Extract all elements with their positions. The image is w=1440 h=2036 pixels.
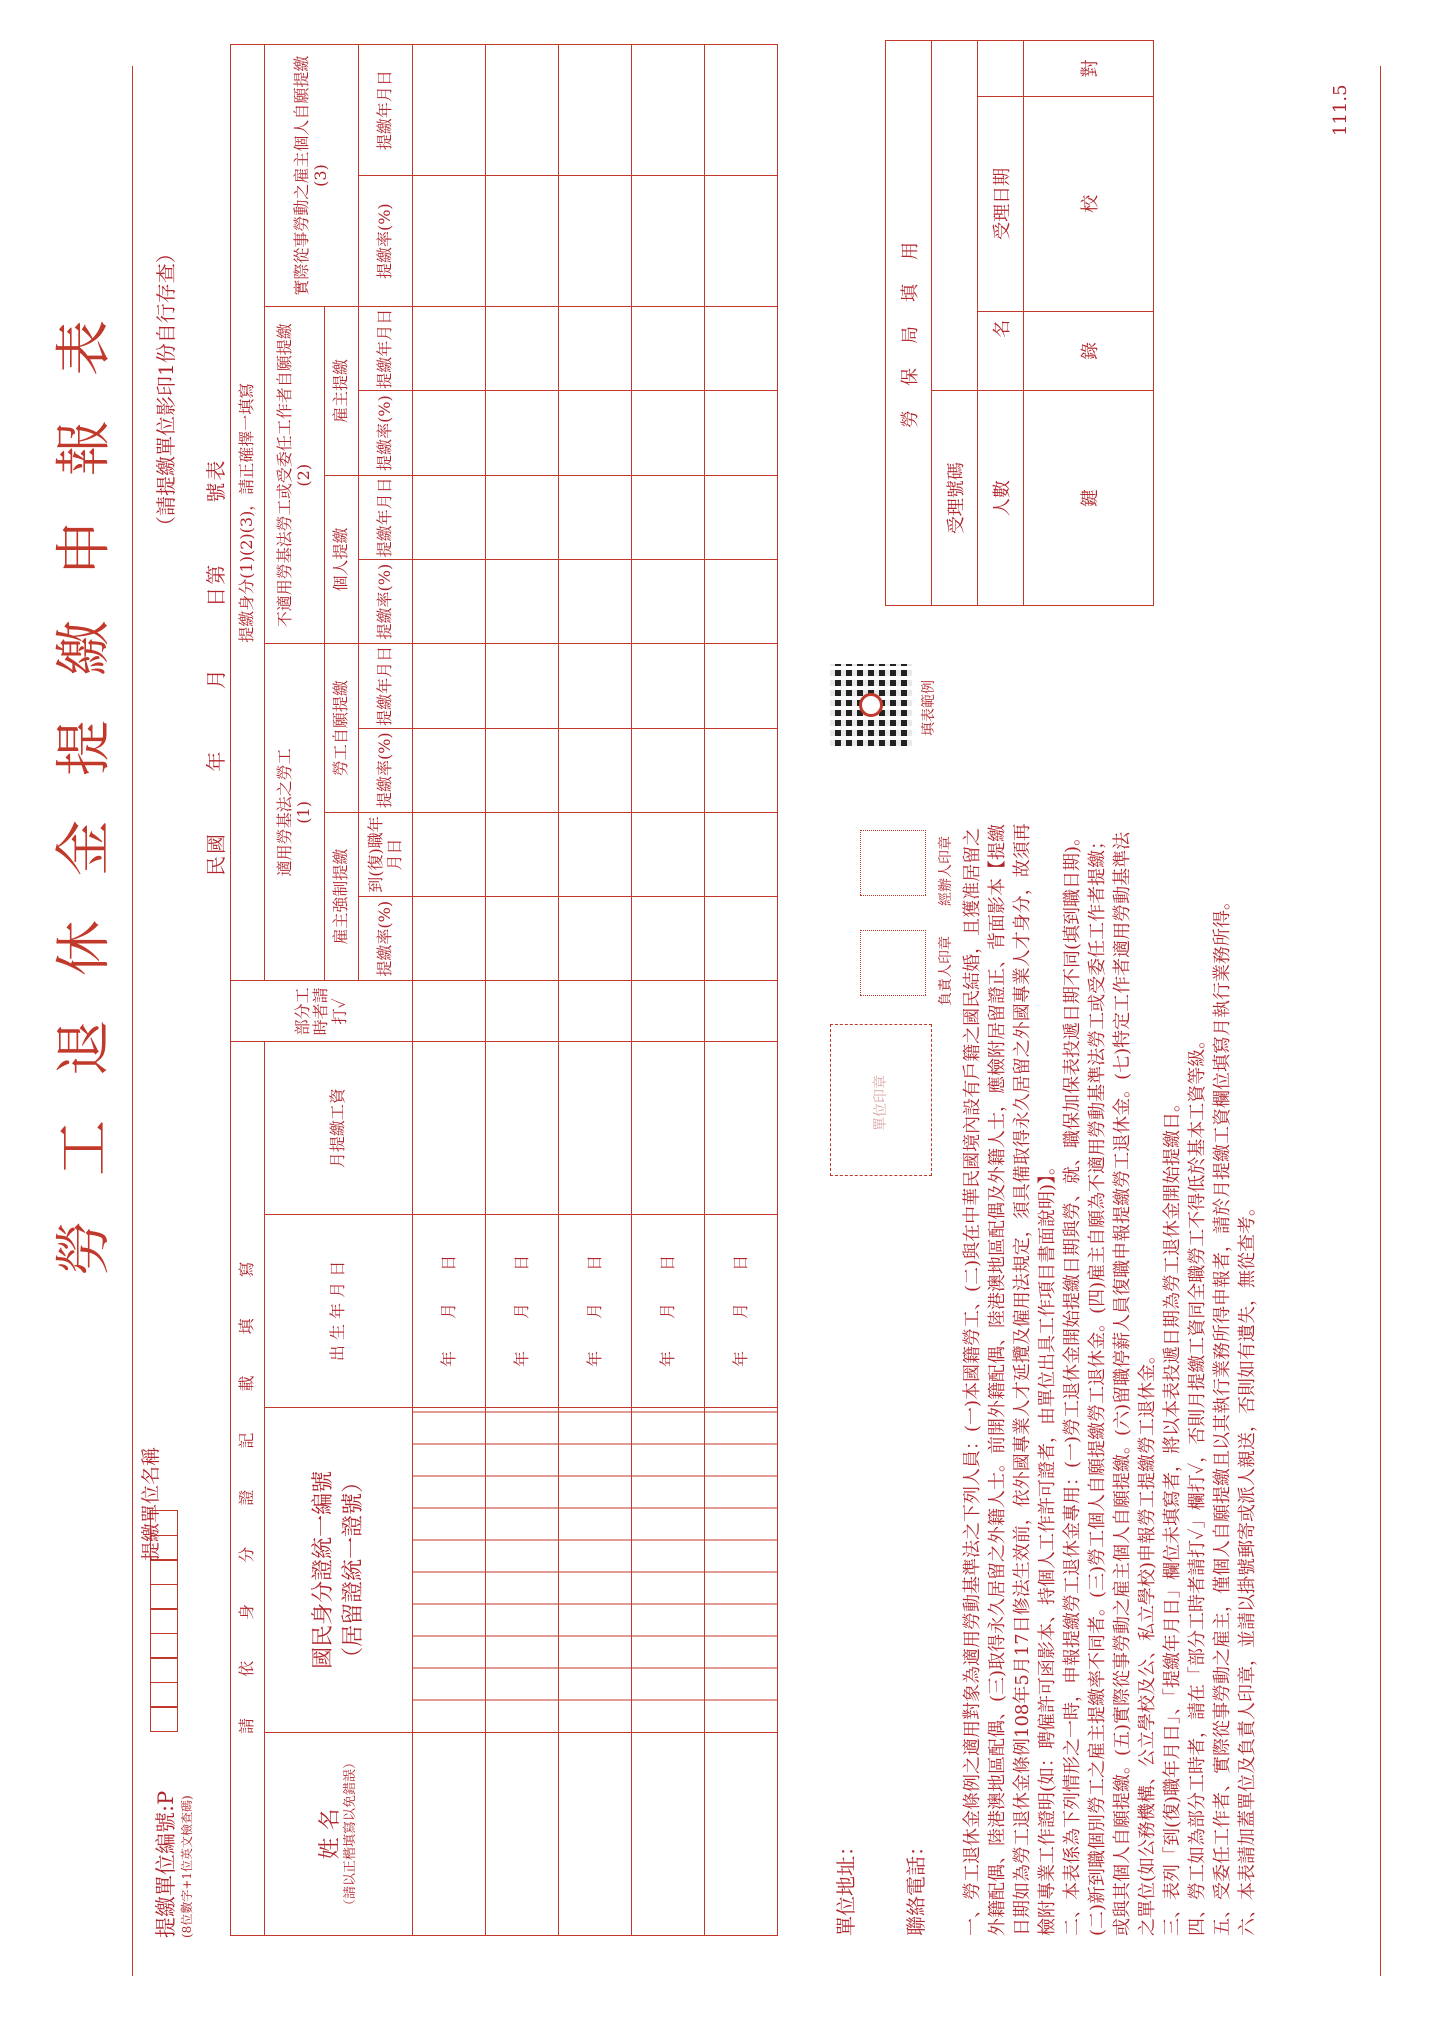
- unit-address-label: 單位地址：: [834, 1836, 858, 1936]
- id-cell[interactable]: [632, 1407, 705, 1732]
- id-cell[interactable]: [486, 1407, 559, 1732]
- note-6: 六、本表請加蓋單位及負責人印章，並請以掛號郵寄或派人親送，否則如有遺失，無從查考。: [1237, 1198, 1258, 1936]
- table-row: [559, 45, 632, 1936]
- name-header-label: 姓 名: [318, 1808, 344, 1860]
- col1a-return-date: 到(復)職年月日: [359, 812, 413, 896]
- fill-instruction-header: 請 依 身 分 證 記 載 填 寫: [231, 1042, 265, 1936]
- birth-year: 年: [511, 1350, 531, 1367]
- receive-date-label: 受理日期: [978, 96, 1024, 311]
- filing-date: [200, 407, 229, 876]
- name-cell[interactable]: [632, 1732, 705, 1935]
- qr-caption: 填表範例: [921, 680, 937, 736]
- rate-cell[interactable]: [705, 391, 778, 475]
- key-label: 鍵: [1024, 391, 1154, 606]
- note-4: 四、勞工如為部分工時者，請在「部分工時者請打✓」欄打✓，否則月提繳工資同全職勞工不得低於基本工資等級。: [1187, 1030, 1208, 1936]
- date-cell[interactable]: [705, 812, 778, 896]
- table-row: [486, 45, 559, 1936]
- birth-day: 日: [584, 1254, 604, 1271]
- table-row: [705, 45, 778, 1936]
- col3-header: [265, 45, 359, 307]
- col3-rate: 提繳率(%): [359, 176, 413, 307]
- id-cell[interactable]: [413, 1407, 486, 1732]
- rate-cell[interactable]: [413, 391, 486, 475]
- owner-seal-box[interactable]: [860, 930, 926, 996]
- form-version: 111.5: [1330, 84, 1351, 136]
- wage-header: 月提繳工資: [265, 1042, 413, 1215]
- birth-cell[interactable]: [632, 1214, 705, 1407]
- wage-cell[interactable]: [632, 1042, 705, 1215]
- birth-day: 日: [511, 1254, 531, 1271]
- birth-day: 日: [730, 1254, 750, 1271]
- people-value[interactable]: [978, 311, 1024, 390]
- rate-cell[interactable]: [486, 897, 559, 981]
- name-header: [265, 1732, 413, 1935]
- date-era: 民國: [204, 832, 228, 876]
- rate-cell[interactable]: [559, 560, 632, 644]
- rate-cell[interactable]: [486, 728, 559, 812]
- birth-day: 日: [657, 1254, 677, 1271]
- date-cell[interactable]: [559, 475, 632, 559]
- rate-cell[interactable]: [413, 728, 486, 812]
- form-title: 勞工退休金提繳申報表: [52, 276, 117, 1276]
- date-cell[interactable]: [559, 812, 632, 896]
- col3-num: (3): [310, 164, 330, 187]
- rate-cell[interactable]: [705, 176, 778, 307]
- birth-cell[interactable]: [486, 1214, 559, 1407]
- date-cell[interactable]: [632, 644, 705, 728]
- note-3: 三、表列「到(復)職年月日」、「提繳年月日」欄位未填寫者，將以本表投遞日期為勞工退休金開始提繳日。: [1162, 1093, 1183, 1936]
- birth-header: 出 生 年 月 日: [265, 1214, 413, 1407]
- rate-cell[interactable]: [632, 897, 705, 981]
- date-month: 月: [204, 667, 228, 690]
- col2b-date: 提繳年月日: [359, 307, 413, 391]
- date-cell[interactable]: [486, 45, 559, 176]
- receive-date-value[interactable]: [978, 41, 1024, 97]
- id-header-line1: 國民身分證統一編號: [310, 1470, 336, 1669]
- rate-cell[interactable]: [486, 391, 559, 475]
- note-1: 一、勞工退休金條例之適用對象為適用勞動基準法之下列人員：(一)本國籍勞工、(二)與在中華民國境內設有戶籍之國民結婚，且獲准居留之外籍配偶、陸港澳地區配偶、(三)取得永久居留之外籍人士。前開外籍配偶、陸港澳地區配偶及外籍人士，應檢附居留證正、背面影本【提繳日期如為勞工退休金條例108年5月17日修法生效前，依外國專業人才延攬及僱用法規定，須具備取得永久居留之外國專業人才身分，故須再檢附專業工作證明(如：聘僱許可函影本、持個人工作許可證者，由單位出具工作項目書面說明)】。: [962, 823, 1058, 1936]
- date-cell[interactable]: [486, 307, 559, 391]
- date-cell[interactable]: [705, 45, 778, 176]
- contribution-table: [230, 44, 778, 1936]
- unit-number-label: 提繳單位編號:P: [154, 1790, 178, 1938]
- receive-no-label: 受理號碼: [932, 391, 978, 606]
- part-time-header: 部分工時者請打✓: [231, 981, 413, 1042]
- col1a-rate: 提繳率(%): [359, 897, 413, 981]
- rate-cell[interactable]: [632, 728, 705, 812]
- rate-cell[interactable]: [632, 560, 705, 644]
- col1-voluntary: 勞工自願提繳: [325, 644, 359, 813]
- date-cell[interactable]: [413, 812, 486, 896]
- rate-cell[interactable]: [413, 560, 486, 644]
- rate-cell[interactable]: [559, 897, 632, 981]
- handler-seal-label: 經辦人印章: [938, 836, 954, 906]
- rate-cell[interactable]: [413, 176, 486, 307]
- rate-cell[interactable]: [632, 176, 705, 307]
- col2a-rate: 提繳率(%): [359, 560, 413, 644]
- birth-month: 月: [511, 1302, 531, 1319]
- col2a-date: 提繳年月日: [359, 475, 413, 559]
- wage-cell[interactable]: [705, 1042, 778, 1215]
- col1-num: (1): [293, 801, 313, 824]
- instructions: [960, 816, 1260, 1936]
- date-day: 日第: [204, 562, 228, 607]
- date-cell[interactable]: [486, 812, 559, 896]
- rate-cell[interactable]: [486, 560, 559, 644]
- table-row: [413, 45, 486, 1936]
- contact-phone-label: 聯絡電話：: [904, 1836, 928, 1936]
- birth-day: 日: [438, 1254, 458, 1271]
- id-header-line2: （居留證統一證號）: [340, 1470, 366, 1669]
- unit-seal-label: 單位印章: [873, 1075, 889, 1131]
- col2-employer: 雇主提繳: [325, 307, 359, 476]
- top-border-line: [132, 66, 133, 1976]
- handler-seal-box[interactable]: [860, 830, 926, 896]
- bottom-border-line: [1380, 66, 1381, 1976]
- col1b-date: 提繳年月日: [359, 644, 413, 728]
- bureau-use-box: [885, 40, 1154, 606]
- id-cell[interactable]: [705, 1407, 778, 1732]
- birth-year: 年: [584, 1350, 604, 1367]
- qr-code[interactable]: [830, 664, 912, 746]
- people-label: 人數: [978, 391, 1024, 606]
- id-header: [265, 1407, 413, 1732]
- birth-cell[interactable]: [413, 1214, 486, 1407]
- wage-cell[interactable]: [413, 1042, 486, 1215]
- owner-seal-label: 負責人印章: [938, 936, 954, 1006]
- contribution-status-header: 提繳身分(1)(2)(3)，請正確擇一填寫: [231, 45, 265, 981]
- check-label: 校: [1024, 96, 1154, 311]
- col2-personal: 個人提繳: [325, 475, 359, 644]
- copy-note: （請提繳單位影印1份自行存查）: [154, 243, 178, 536]
- date-cell[interactable]: [705, 644, 778, 728]
- birth-month: 月: [657, 1302, 677, 1319]
- col2-header: [265, 307, 325, 644]
- rate-cell[interactable]: [705, 897, 778, 981]
- date-cell[interactable]: [559, 644, 632, 728]
- unit-number-sub: (8位數字+1位英文檢查碼): [180, 1795, 194, 1938]
- date-cell[interactable]: [486, 475, 559, 559]
- unit-name-label: 提繳單位名稱: [140, 1446, 162, 1561]
- name-cell[interactable]: [486, 1732, 559, 1935]
- col3-date: 提繳年月日: [359, 45, 413, 176]
- birth-cell[interactable]: [705, 1214, 778, 1407]
- date-cell[interactable]: [705, 475, 778, 559]
- rate-cell[interactable]: [559, 391, 632, 475]
- part-time-cell[interactable]: [413, 981, 486, 1042]
- table-row: [632, 45, 705, 1936]
- id-cell[interactable]: [559, 1407, 632, 1732]
- rate-cell[interactable]: [559, 176, 632, 307]
- date-cell[interactable]: [559, 307, 632, 391]
- date-cell[interactable]: [632, 812, 705, 896]
- name-cell[interactable]: [559, 1732, 632, 1935]
- date-year: 年: [204, 749, 228, 772]
- col2-title: 不適用勞基法勞工或受委任工作者自願提繳: [275, 323, 295, 628]
- rate-cell[interactable]: [413, 897, 486, 981]
- date-cell[interactable]: [413, 307, 486, 391]
- date-cell[interactable]: [632, 45, 705, 176]
- receive-no-value[interactable]: [932, 41, 978, 391]
- birth-month: 月: [438, 1302, 458, 1319]
- part-time-cell[interactable]: [632, 981, 705, 1042]
- birth-year: 年: [657, 1350, 677, 1367]
- rate-cell[interactable]: [632, 391, 705, 475]
- date-cell[interactable]: [486, 644, 559, 728]
- name-header-sub: （請以正楷填寫以免錯誤）: [342, 1755, 358, 1912]
- date-cell[interactable]: [632, 475, 705, 559]
- birth-month: 月: [730, 1302, 750, 1319]
- name-cell[interactable]: [705, 1732, 778, 1935]
- wage-cell[interactable]: [486, 1042, 559, 1215]
- part-time-cell[interactable]: [705, 981, 778, 1042]
- col1-header: [265, 644, 325, 981]
- name-cell[interactable]: [413, 1732, 486, 1935]
- col2-num: (2): [293, 463, 313, 487]
- wage-cell[interactable]: [559, 1042, 632, 1215]
- col1-title: 適用勞基法之勞工: [275, 748, 295, 877]
- birth-month: 月: [584, 1302, 604, 1319]
- verify-label: 對: [1024, 41, 1154, 97]
- col1-mandatory: 雇主強制提繳: [325, 812, 359, 981]
- birth-year: 年: [438, 1350, 458, 1367]
- rate-cell[interactable]: [705, 560, 778, 644]
- col1b-rate: 提繳率(%): [359, 728, 413, 812]
- birth-cell[interactable]: [559, 1214, 632, 1407]
- rate-cell[interactable]: [486, 176, 559, 307]
- part-time-cell[interactable]: [486, 981, 559, 1042]
- birth-year: 年: [730, 1350, 750, 1367]
- note-5: 五、受委任工作者、實際從事勞動之雇主，僅個人自願提繳且以其執行業務所得申報者，請於月提繳工資欄位填寫月執行業務所得。: [1212, 892, 1233, 1936]
- people-unit: 名: [991, 319, 1013, 338]
- date-cell[interactable]: [632, 307, 705, 391]
- record-label: 錄: [1024, 311, 1154, 390]
- note-2: 二、本表係為下列情形之一時，申報提繳勞工退休金專用：(一)勞工退休金開始提繳日期與勞、就、職保加保表投遞日期不同(填到職日期)。(二)新到職個別勞工之雇主提繳率不同者。(三)勞工個人自願提繳勞工退休金。(四)雇主自願為不適用勞動基準法勞工或受委任工作者提繳；或與其個人自願提繳。(五)實際從事勞動之雇主個人自願提繳。(六)留職停薪人員復職申報提繳勞工退休金。(七)特定工作者適用勞動基準法之單位(如公務機構、公立學校及公、私立學校)申報勞工提繳勞工退休金。: [1062, 827, 1158, 1936]
- date-cell[interactable]: [705, 307, 778, 391]
- date-cell[interactable]: [559, 45, 632, 176]
- date-cell[interactable]: [413, 45, 486, 176]
- date-number: 號表: [204, 458, 228, 503]
- date-cell[interactable]: [413, 475, 486, 559]
- bureau-title: 勞保局填用: [886, 41, 932, 606]
- rate-cell[interactable]: [705, 728, 778, 812]
- col2b-rate: 提繳率(%): [359, 391, 413, 475]
- col3-title: 實際從事勞動之雇主個人自願提繳: [292, 55, 312, 296]
- part-time-cell[interactable]: [559, 981, 632, 1042]
- rate-cell[interactable]: [559, 728, 632, 812]
- date-cell[interactable]: [413, 644, 486, 728]
